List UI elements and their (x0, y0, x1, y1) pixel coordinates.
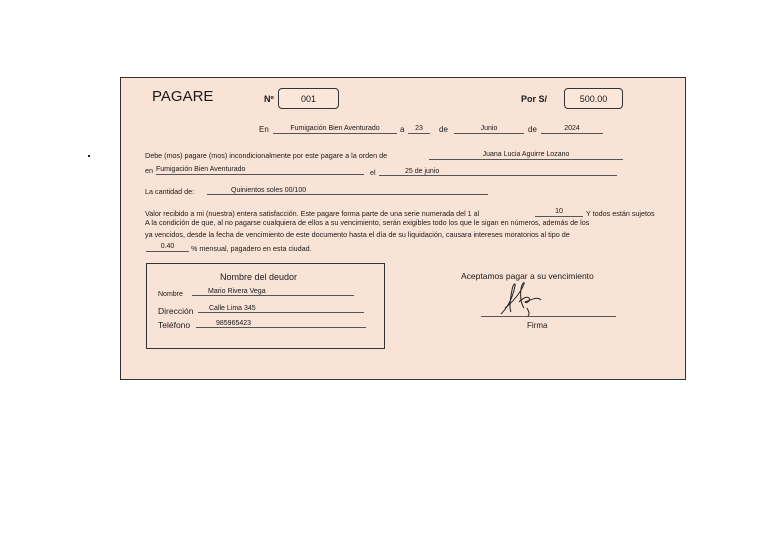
interest-text: % mensual, pagadero en esta ciudad. (191, 244, 312, 253)
debtor-address-label: Dirección (158, 306, 194, 316)
debtor-box (146, 263, 385, 349)
valor-text-1b: Y todos están sujetos (586, 209, 655, 218)
de-label-1: de (439, 125, 448, 134)
signature-line (481, 316, 616, 317)
creditor-field[interactable]: Juana Lucia Aguirre Lozano (429, 150, 623, 160)
amount-field[interactable]: 500.00 (564, 88, 623, 109)
interest-field[interactable]: 0.40 (146, 242, 189, 252)
promissory-note (120, 77, 686, 380)
valor-text-3: ya vencidos, desde la fecha de vencimiento de este documento hasta el día de su liquidación, causara intereses moratorios al tipo de (145, 230, 570, 239)
stray-dot (88, 155, 90, 157)
acceptance-heading: Aceptamos pagar a su vencimiento (461, 271, 594, 281)
date-field[interactable]: 25 de junio (379, 167, 617, 176)
amount-label: Por S/ (521, 94, 548, 104)
debtor-name-field[interactable]: Mario Rivera Vega (192, 287, 354, 296)
place-field[interactable]: Fumigación Bien Aventurado (273, 124, 397, 134)
year-field[interactable]: 2024 (541, 124, 603, 134)
en-label: en (145, 166, 153, 175)
signature-label: Firma (527, 321, 548, 330)
valor-text-1: Valor recibido a mi (nuestra) entera satisfacción. Este pagare forma parte de una serie numerada del 1 al (145, 209, 480, 218)
month-field[interactable]: Junio (454, 124, 524, 134)
debtor-heading: Nombre del deudor (220, 272, 298, 282)
note-title: PAGARE (152, 88, 214, 105)
number-field[interactable]: 001 (278, 88, 339, 109)
valor-text-2: A la condición de que, al no pagarse cualquiera de ellos a su vencimiento, serán exigibles todo los que le sigan en números, además de los (145, 218, 590, 227)
de-label-2: de (528, 125, 537, 134)
signature-image (491, 278, 571, 320)
debe-text: Debe (mos) pagare (mos) incondicionalmente por este pagare a la orden de (145, 151, 388, 160)
debtor-name-label: Nombre (158, 291, 183, 298)
day-field[interactable]: 23 (408, 124, 430, 134)
debtor-address-field[interactable]: Calle Lima 345 (198, 304, 364, 313)
el-label: el (370, 168, 376, 177)
cantidad-field[interactable]: Quinientos soles 00/100 (207, 186, 488, 195)
series-field[interactable]: 10 (535, 207, 583, 217)
location-field[interactable]: Fumigación Bien Aventurado (156, 165, 364, 175)
cantidad-label: La cantidad de: (145, 187, 195, 196)
number-label: Nº (264, 94, 274, 104)
a-label: a (400, 125, 405, 134)
debtor-phone-field[interactable]: 985965423 (196, 319, 366, 328)
debtor-phone-label: Teléfono (158, 320, 191, 330)
place-prefix: En (259, 125, 269, 134)
